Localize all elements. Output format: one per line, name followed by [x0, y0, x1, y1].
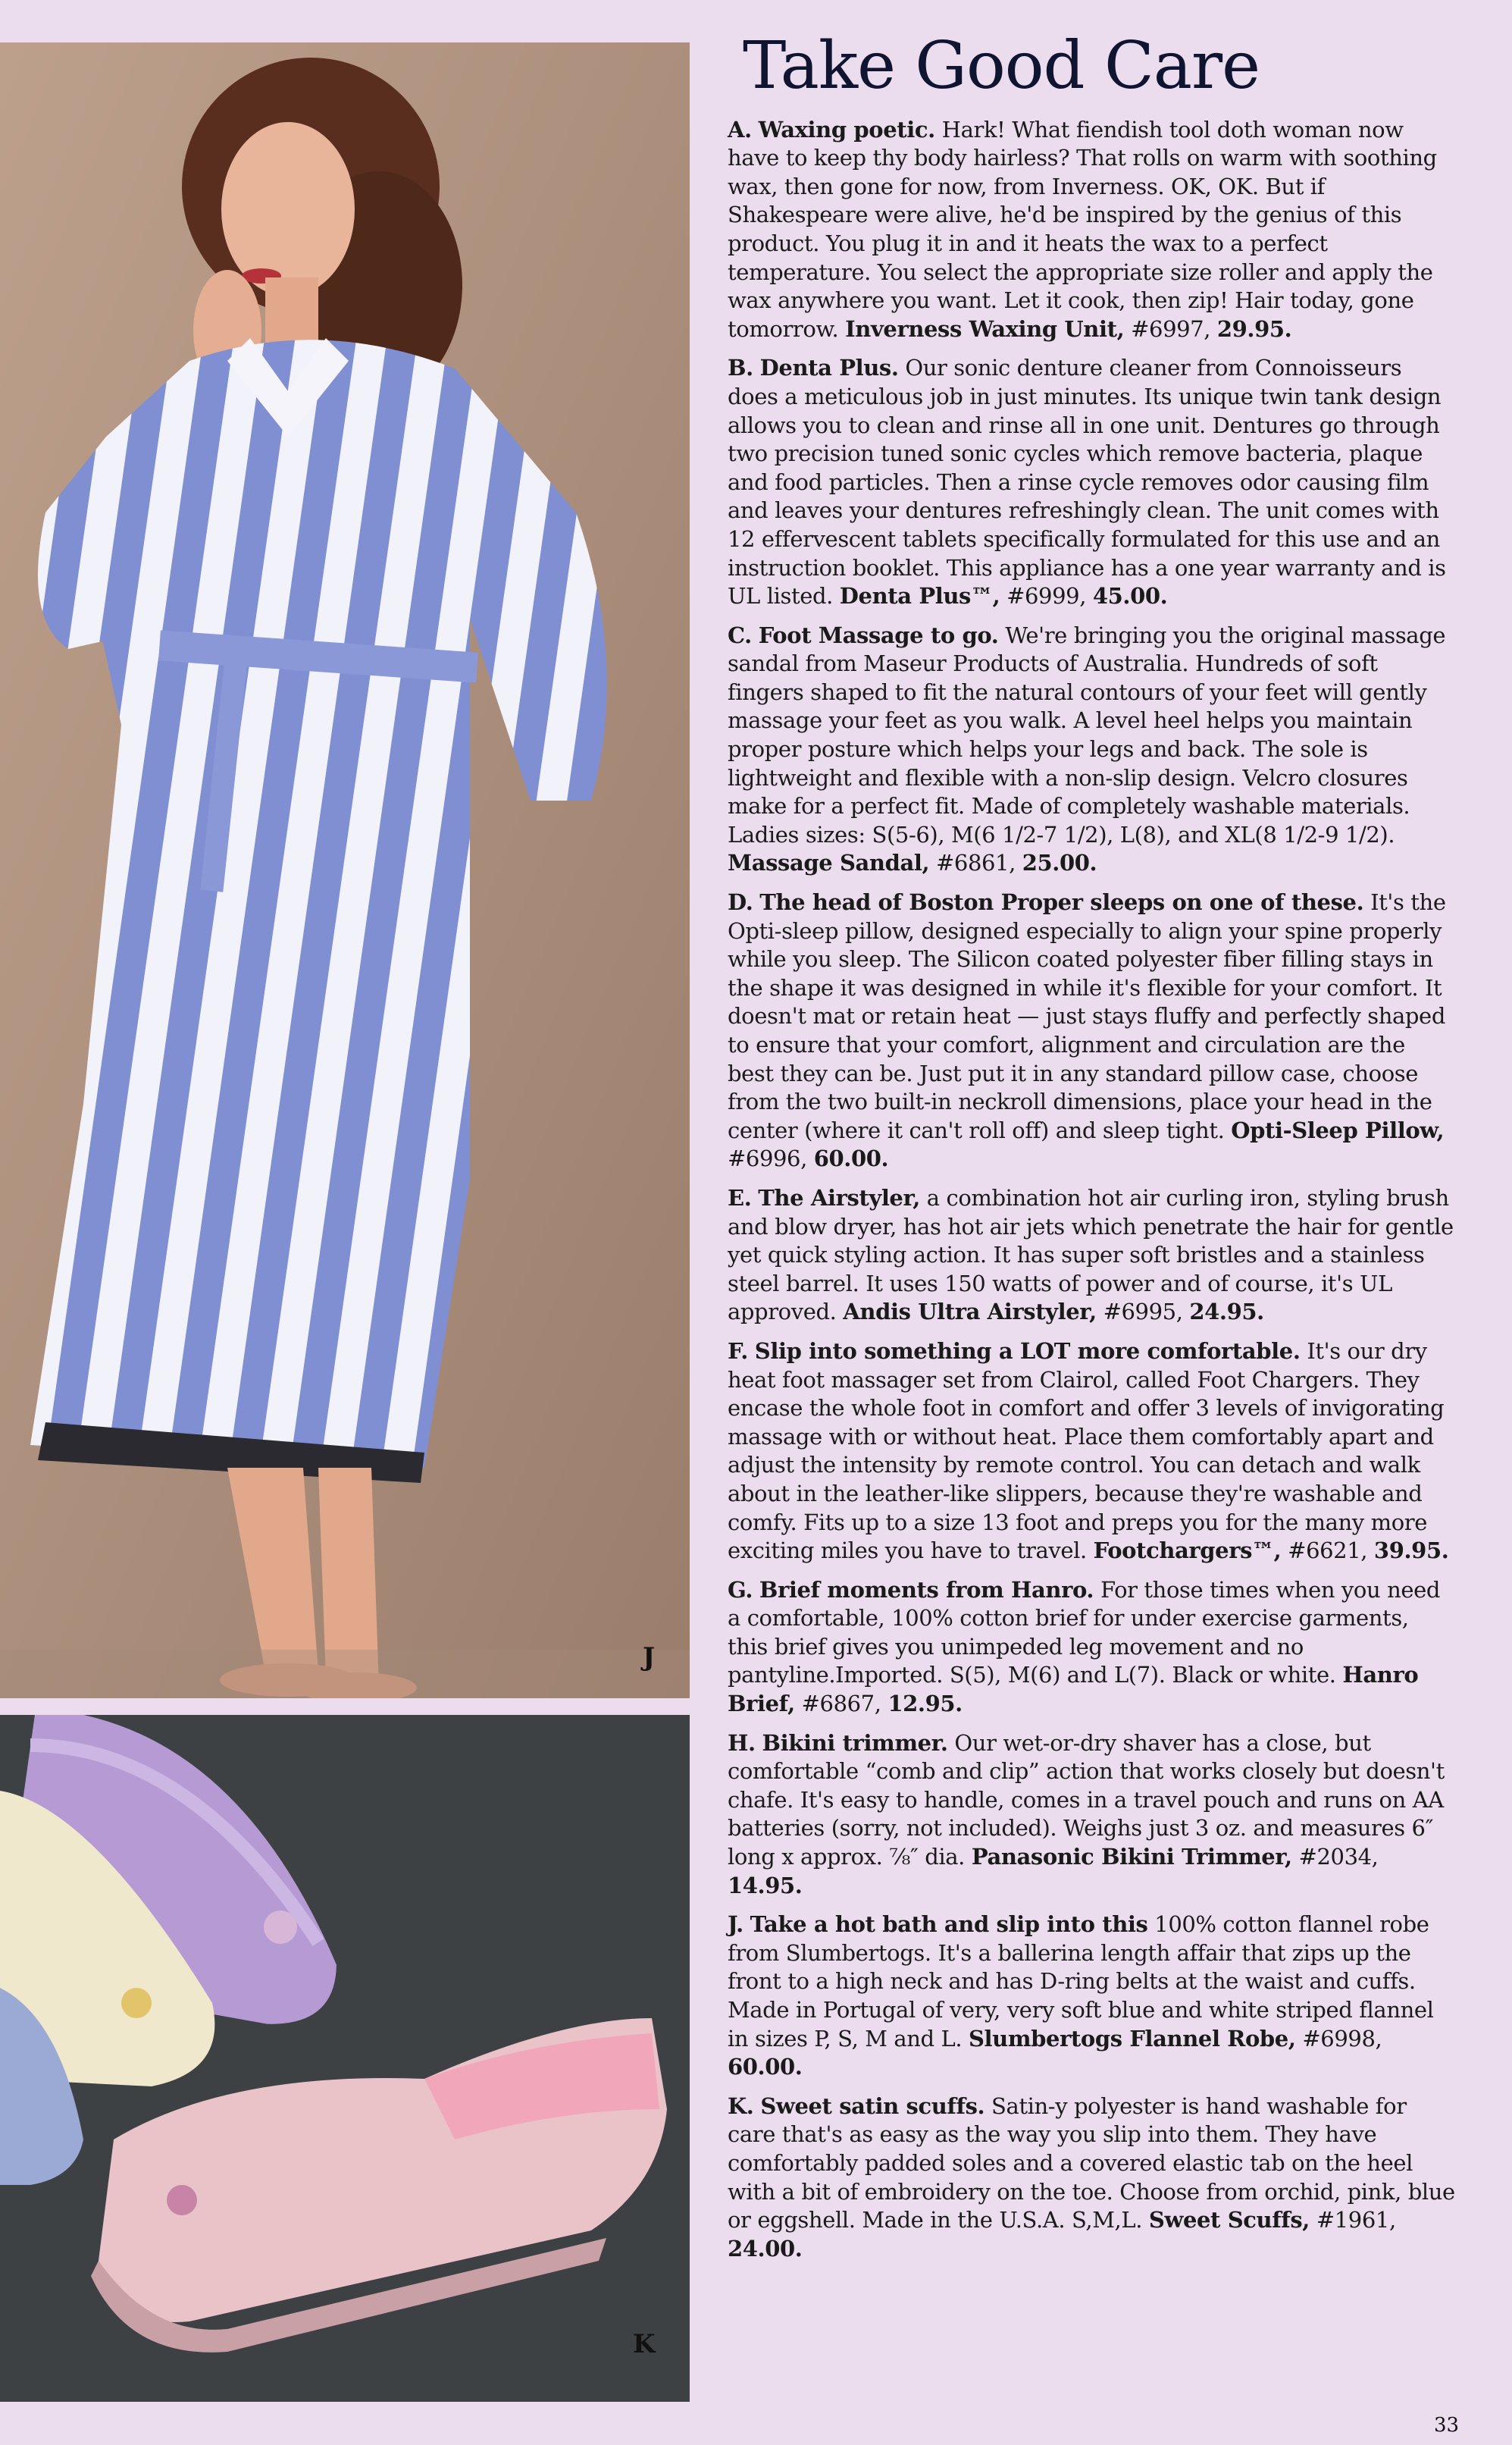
- product-item-g: [728, 1576, 1455, 1719]
- item-body: It's our dry heat foot massager set from Clairol, called Foot Chargers. They encase the whole foot in comfort and offer 3 levels of invigorating massage with or without heat. Place them comfortably apart and adjust the intensity by remote control. You can detach and walk about in the leather-like slippers, because they're washable and comfy. Fits up to a size 13 foot and preps you for the many more exciting miles you have to travel.: [728, 1337, 1445, 1564]
- item-sku: #6621,: [1288, 1538, 1368, 1564]
- item-heading: Brief moments from Hanro.: [759, 1576, 1094, 1603]
- item-price: 60.00.: [813, 1146, 889, 1172]
- item-body: a combination hot air curling iron, styling brush and blow dryer, has hot air jets which penetrate the hair for gentle yet quick styling action. It has super soft bristles and a stainless steel barrel. It uses 150 watts of power and of course, it's UL approved.: [728, 1184, 1454, 1325]
- page-title: Take Good Care: [743, 28, 1260, 104]
- item-price: 29.95.: [1216, 315, 1292, 342]
- item-body: We're bringing you the original massage sandal from Maseur Products of Australia. Hundreds of soft fingers shaped to fit the natural contours of your feet will gently massage your feet as you walk. A level heel helps you maintain proper posture which helps your legs and back. The sole is lightweight and flexible with a non-slip design. Velcro closures make for a perfect fit. Made of completely washable materials. Ladies sizes: S(5-6), M(6 1/2-7 1/2), L(8), and XL(8 1/2-9 1/2).: [728, 622, 1446, 848]
- slippers-illustration: [0, 1715, 690, 2402]
- item-heading: Waxing poetic.: [758, 116, 935, 143]
- item-heading: Bikini trimmer.: [762, 1729, 948, 1756]
- item-heading: The Airstyler,: [758, 1184, 920, 1211]
- item-price: 60.00.: [728, 2054, 803, 2080]
- item-product-name: Footchargers™,: [1093, 1538, 1282, 1564]
- product-item-e: [728, 1184, 1455, 1327]
- photo-label-k: K: [633, 2329, 656, 2359]
- item-letter: E.: [728, 1184, 752, 1211]
- item-product-name: Denta Plus™,: [839, 583, 1000, 610]
- page-number: 33: [1434, 2414, 1460, 2437]
- item-heading: Take a hot bath and slip into this: [750, 1911, 1148, 1938]
- photo-satin-scuffs: [0, 1715, 690, 2402]
- item-heading: Foot Massage to go.: [758, 622, 999, 648]
- item-sku: #6997,: [1131, 315, 1211, 342]
- item-letter: J.: [728, 1911, 743, 1938]
- item-product-name: Massage Sandal,: [728, 850, 930, 876]
- photo-robe-model: [0, 42, 690, 1698]
- item-heading: The head of Boston Proper sleeps on one of these.: [759, 889, 1364, 916]
- item-letter: F.: [728, 1337, 748, 1364]
- item-letter: H.: [728, 1729, 756, 1756]
- item-price: 25.00.: [1022, 850, 1097, 876]
- item-product-name: Hanro Brief,: [728, 1662, 1419, 1717]
- item-sku: #6998,: [1302, 2025, 1382, 2052]
- item-price: 12.95.: [887, 1691, 963, 1717]
- item-sku: #2034,: [1298, 1844, 1379, 1870]
- item-heading: Denta Plus.: [759, 355, 899, 381]
- product-item-f: [728, 1337, 1455, 1566]
- item-price: 39.95.: [1373, 1538, 1449, 1564]
- item-price: 24.00.: [728, 2235, 803, 2262]
- item-sku: #6996,: [728, 1146, 807, 1172]
- item-sku: #6995,: [1103, 1299, 1183, 1325]
- item-body: Hark! What fiendish tool doth woman now have to keep thy body hairless? That rolls on warm with soothing wax, then gone for now, from Inverness. OK, OK. But if Shakespeare were alive, he'd be inspired by the genius of this product. You plug it in and it heats the wax to a perfect temperature. You select the appropriate size roller and apply the wax anywhere you want. Let it cook, then zip! Hair today, gone tomorrow.: [728, 116, 1437, 342]
- item-price: 14.95.: [728, 1872, 803, 1898]
- product-item-k: [728, 2092, 1455, 2264]
- item-product-name: Sweet Scuffs,: [1148, 2207, 1310, 2233]
- text-column: [728, 30, 1455, 2274]
- item-letter: G.: [728, 1576, 753, 1603]
- item-price: 45.00.: [1092, 583, 1168, 610]
- item-sku: #1961,: [1316, 2207, 1396, 2233]
- product-item-b: [728, 354, 1455, 610]
- product-item-a: [728, 116, 1455, 344]
- item-body: For those times when you need a comfortable, 100% cotton brief for under exercise garments, this brief gives you unimpeded leg movement and no pantyline.Imported. S(5), M(6) and L(7). Black or white.: [728, 1576, 1441, 1688]
- item-body: 100% cotton flannel robe from Slumbertogs. It's a ballerina length affair that zips up the front to a high neck and has D-ring belts at the waist and cuffs. Made in Portugal of very, very soft blue and white striped flannel in sizes P, S, M and L.: [728, 1911, 1434, 2052]
- photo-label-j: J: [643, 1642, 656, 1672]
- item-body: Satin-y polyester is hand washable for care that's as easy as the way you slip into them. They have comfortably padded soles and a covered elastic tab on the heel with a bit of embroidery on the toe. Choose from orchid, pink, blue or eggshell. Made in the U.S.A. S,M,L.: [728, 2092, 1455, 2233]
- item-letter: B.: [728, 355, 753, 381]
- product-item-d: [728, 889, 1455, 1174]
- item-letter: D.: [728, 889, 753, 916]
- product-item-c: [728, 622, 1455, 878]
- item-body: It's the Opti-sleep pillow, designed especially to align your spine properly while you sleep. The Silicon coated polyester fiber filling stays in the shape it was designed in while it's flexible for your comfort. It doesn't mat or retain heat — just stays fluffy and perfectly shaped to ensure that your comfort, alignment and circulation are the best they can be. Just put it in any standard pillow case, choose from the two built-in neckroll dimensions, place your head in the center (where it can't roll off) and sleep tight.: [728, 889, 1446, 1143]
- product-item-j: [728, 1911, 1455, 2082]
- item-heading: Sweet satin scuffs.: [760, 2092, 985, 2119]
- robe-model-illustration: [0, 42, 690, 1698]
- item-body: Our sonic denture cleaner from Connoisseurs does a meticulous job in just minutes. Its unique twin tank design allows you to clean and rinse all in one unit. Dentures go through two precision tuned sonic cycles which remove bacteria, plaque and food particles. Then a rinse cycle removes odor causing film and leaves your dentures refreshingly clean. The unit comes with 12 effervescent tablets specifically formulated for this use and an instruction booklet. This appliance has a one year warranty and is UL listed.: [728, 355, 1446, 610]
- item-letter: C.: [728, 622, 752, 648]
- product-item-h: [728, 1729, 1455, 1901]
- item-product-name: Andis Ultra Airstyler,: [843, 1299, 1097, 1325]
- item-product-name: Slumbertogs Flannel Robe,: [968, 2025, 1296, 2052]
- item-heading: Slip into something a LOT more comfortable.: [754, 1337, 1301, 1364]
- item-body: Our wet-or-dry shaver has a close, but comfortable “comb and clip” action that works closely but doesn't chafe. It's easy to handle, comes in a travel pouch and runs on AA batteries (sorry, not included). Weighs just 3 oz. and measures 6″ long x approx. ⅞″ dia.: [728, 1729, 1445, 1870]
- item-sku: #6999,: [1006, 583, 1087, 610]
- item-sku: #6867,: [801, 1691, 881, 1717]
- item-product-name: Inverness Waxing Unit,: [845, 315, 1125, 342]
- item-product-name: Opti-Sleep Pillow,: [1231, 1117, 1445, 1143]
- item-letter: K.: [728, 2092, 754, 2119]
- item-product-name: Panasonic Bikini Trimmer,: [971, 1844, 1292, 1870]
- item-sku: #6861,: [936, 850, 1016, 876]
- item-price: 24.95.: [1189, 1299, 1264, 1325]
- item-letter: A.: [728, 116, 752, 143]
